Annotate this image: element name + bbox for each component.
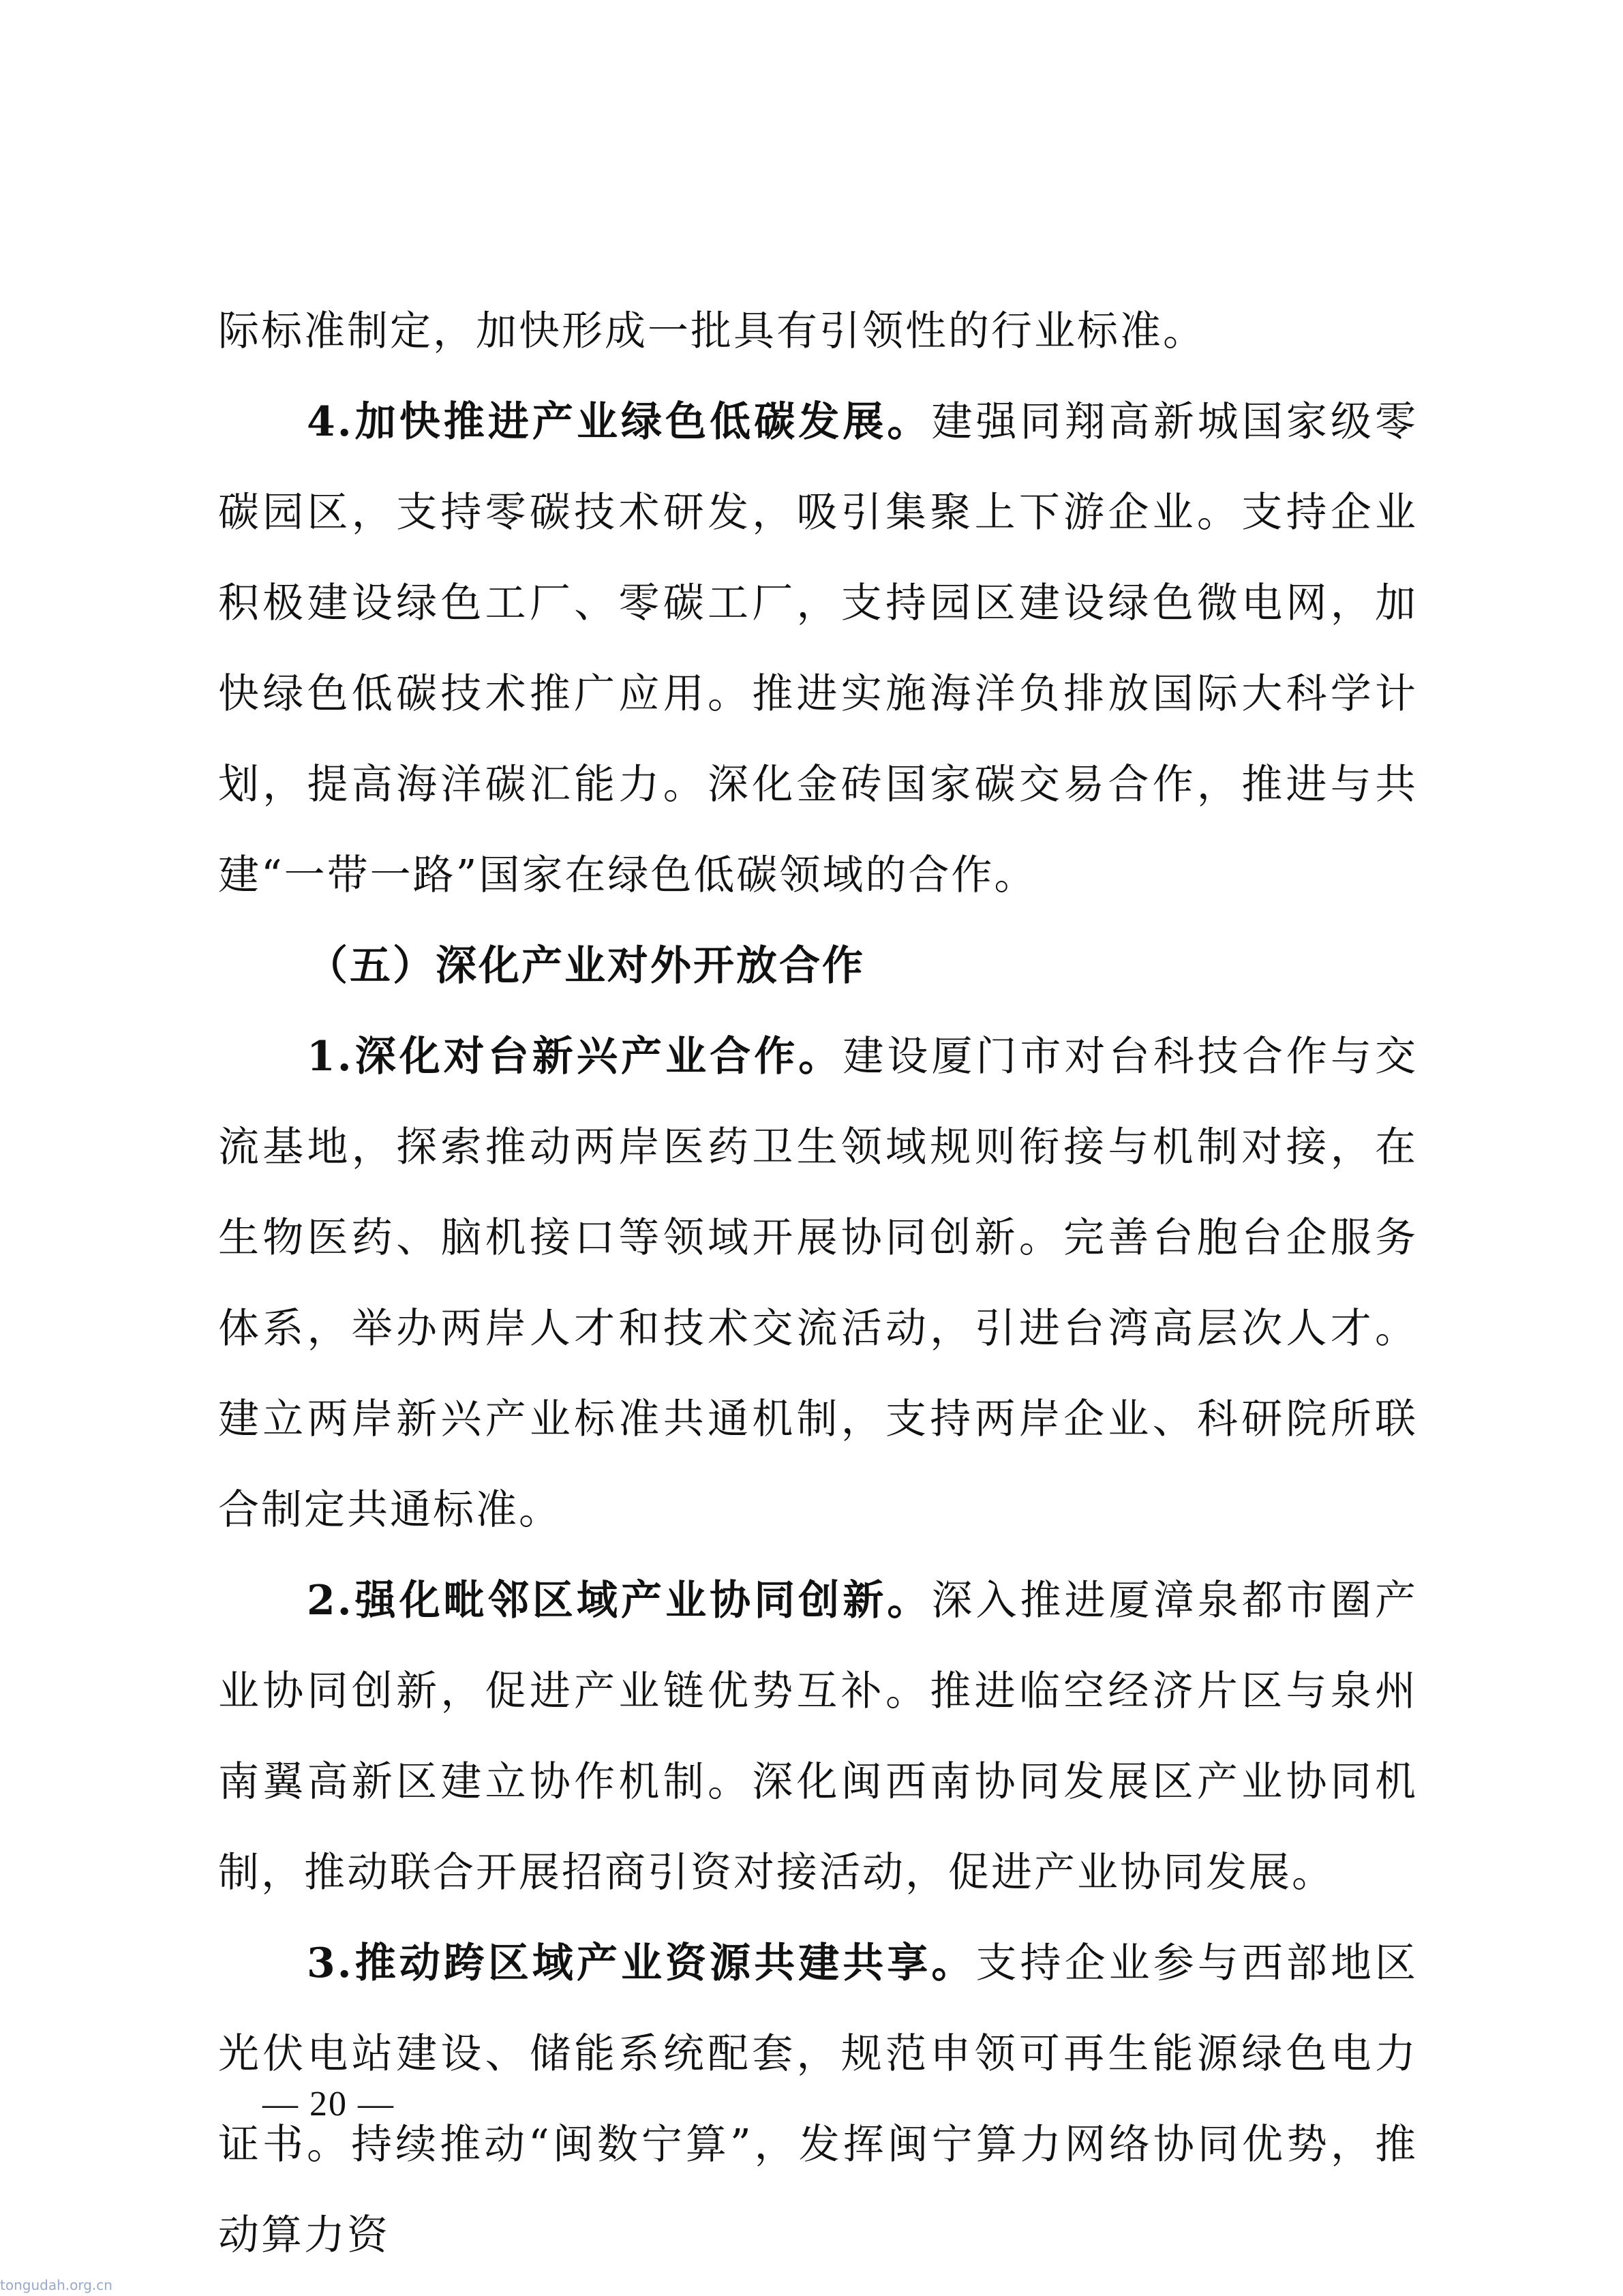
item-lead: 3.推动跨区域产业资源共建共享。 — [307, 1939, 976, 1987]
paragraph-text: 际标准制定，加快形成一批具有引领性的行业标准。 — [218, 307, 1206, 355]
item-lead: 2.强化毗邻区域产业协同创新。 — [307, 1577, 932, 1625]
paragraph-text: 建设厦门市对台科技合作与交流基地，探索推动两岸医药卫生领域规则衔接与机制对接，在生物医药、脑机接口等领域开展协同创新。完善台胞台企服务体系，举办两岸人才和技术交流活动，引进台湾高层次人才。建立两岸新兴产业标准共通机制，支持两岸企业、科研院所联合制定共通标准。 — [218, 1033, 1419, 1534]
paragraph-text: 深入推进厦漳泉都市圈产业协同创新，促进产业链优势互补。推进临空经济片区与泉州南翼高新区建立协作机制。深化闽西南协同发展区产业协同机制，推动联合开展招商引资对接活动，促进产业协同发展。 — [218, 1577, 1419, 1897]
paragraph-item-4 — [218, 377, 1418, 921]
paragraph-continuation — [218, 286, 1418, 377]
section-heading-text: （五）深化产业对外开放合作 — [307, 942, 865, 990]
item-lead: 4.加快推进产业绿色低碳发展。 — [307, 398, 932, 446]
page-number: — 20 — — [262, 2085, 395, 2124]
paragraph-text: 建强同翔高新城国家级零碳园区，支持零碳技术研发，吸引集聚上下游企业。支持企业积极建设绿色工厂、零碳工厂，支持园区建设绿色微电网，加快绿色低碳技术推广应用。推进实施海洋负排放国际大科学计划，提高海洋碳汇能力。深化金砖国家碳交易合作，推进与共建“一带一路”国家在绿色低碳领域的合作。 — [218, 398, 1419, 899]
paragraph-text: 支持企业参与西部地区光伏电站建设、储能系统配套，规范申领可再生能源绿色电力证书。持续推动“闽数宁算”，发挥闽宁算力网络协同优势，推动算力资 — [218, 1939, 1419, 2259]
section-heading — [218, 921, 1418, 1012]
item-lead: 1.深化对台新兴产业合作。 — [307, 1033, 843, 1081]
document-body — [218, 286, 1418, 2281]
paragraph-item-1 — [218, 1012, 1418, 1556]
paragraph-item-3 — [218, 1918, 1418, 2281]
watermark: tongudah.org.cn — [0, 2277, 112, 2293]
paragraph-item-2 — [218, 1556, 1418, 1918]
